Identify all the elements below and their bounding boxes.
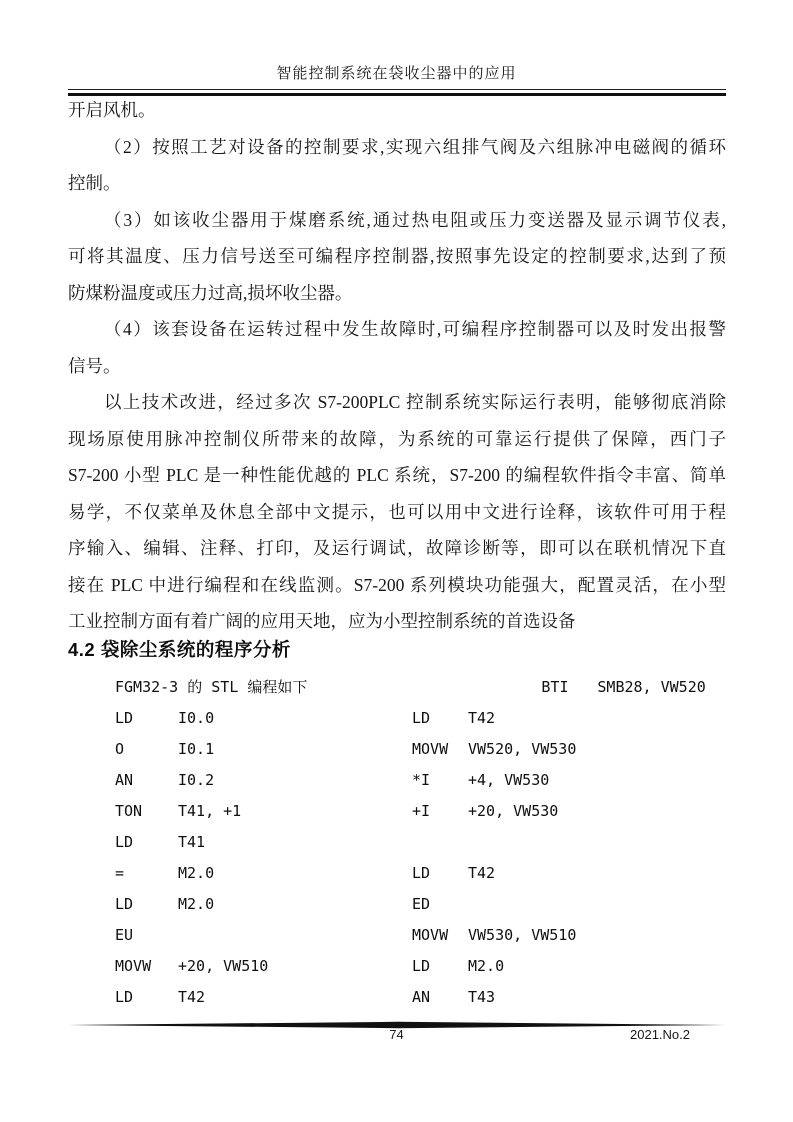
code-row: [115, 858, 726, 889]
code-row: [115, 672, 726, 703]
body-line: 接在 PLC 中进行编程和在线监测。S7-200 系列模块功能强大，配置灵活，在小型: [68, 574, 726, 595]
code-opcode-left: LD: [115, 833, 134, 851]
body-text: [68, 92, 726, 640]
body-line: （2）按照工艺对设备的控制要求,实现六组排气阀及六组脉冲电磁阀的循环: [104, 136, 726, 157]
code-operand-left: T42: [178, 988, 206, 1006]
body-line: 现场原使用脉冲控制仪所带来的故障，为系统的可靠运行提供了保障，西门子: [68, 428, 726, 449]
body-line: 以上技术改进，经过多次 S7-200PLC 控制系统实际运行表明，能够彻底消除: [104, 392, 726, 412]
page-number: 74: [389, 1027, 404, 1042]
code-row: [115, 827, 726, 858]
code-operand-left: T41, +1: [178, 802, 242, 820]
code-operand-right: T42: [468, 709, 496, 727]
code-operand-left: M2.0: [178, 864, 215, 882]
body-line: 控制。: [68, 173, 121, 193]
code-operand-right: SMB28, VW520: [597, 678, 706, 696]
section-heading: 4.2 袋除尘系统的程序分析: [68, 639, 291, 660]
running-head-title: 智能控制系统在袋收尘器中的应用: [276, 66, 517, 82]
code-opcode-right: LD: [412, 709, 431, 727]
code-opcode-right: MOVW: [412, 926, 449, 944]
code-opcode-right: *I: [412, 771, 431, 789]
code-operand-right: [468, 889, 726, 920]
code-row: [115, 765, 726, 796]
code-operand-right: T42: [468, 864, 496, 882]
code-opcode-left: AN: [115, 771, 134, 789]
code-operand-left: I0.2: [178, 771, 215, 789]
code-opcode-right: BTI: [541, 678, 569, 696]
code-opcode-left: LD: [115, 895, 134, 913]
code-row: [115, 796, 726, 827]
code-operand-left: I0.1: [178, 740, 215, 758]
code-opcode-right: LD: [412, 864, 431, 882]
code-operand-right: M2.0: [468, 957, 505, 975]
code-operand-right: VW520, VW530: [468, 740, 577, 758]
body-line: 工业控制方面有着广阔的应用天地，应为小型控制系统的首选设备: [68, 611, 576, 631]
code-operand-left: I0.0: [178, 709, 215, 727]
code-opcode-right: AN: [412, 988, 431, 1006]
code-row: [115, 734, 726, 765]
code-opcode-left: MOVW: [115, 957, 152, 975]
code-opcode-left: TON: [115, 802, 143, 820]
code-row: [115, 982, 726, 1013]
code-operand-left: M2.0: [178, 895, 215, 913]
body-line: 信号。: [68, 355, 121, 376]
code-opcode-left: =: [115, 864, 125, 882]
code-operand-left: [178, 920, 412, 951]
code-row: [115, 951, 726, 982]
body-line: 可将其温度、压力信号送至可编程序控制器,按照事先设定的控制要求,达到了预: [68, 246, 726, 266]
code-operand-left: [307, 672, 541, 703]
body-line: 开启风机。: [68, 100, 156, 120]
code-opcode-right: ED: [412, 895, 431, 913]
code-operand-right: T43: [468, 988, 496, 1006]
stl-code-listing: [115, 672, 726, 1013]
code-opcode-left: LD: [115, 709, 134, 727]
code-opcode-right: MOVW: [412, 740, 449, 758]
code-row: [115, 889, 726, 920]
body-line: （4）该套设备在运转过程中发生故障时,可编程序控制器可以及时发出报警: [104, 319, 726, 339]
code-operand-right: +4, VW530: [468, 771, 550, 789]
code-opcode-right: +I: [412, 802, 431, 820]
code-opcode-left: LD: [115, 988, 134, 1006]
code-opcode-left: EU: [115, 926, 134, 944]
code-opcode-right: [412, 827, 468, 858]
code-opcode-left: O: [115, 740, 125, 758]
body-line: 序输入、编辑、注释、打印，及运行调试，故障诊断等，即可以在联机情况下直: [68, 538, 726, 558]
body-line: （3）如该收尘器用于煤磨系统,通过热电阻或压力变送器及显示调节仪表,: [104, 209, 726, 230]
code-operand-right: VW530, VW510: [468, 926, 577, 944]
code-opcode-left: FGM32-3 的 STL 编程如下: [115, 678, 308, 696]
code-operand-left: +20, VW510: [178, 957, 269, 975]
code-operand-left: T41: [178, 833, 206, 851]
body-line: S7-200 小型 PLC 是一种性能优越的 PLC 系统，S7-200 的编程软件指令丰富、简单: [68, 465, 726, 485]
code-row: [115, 703, 726, 734]
issue-label: 2021.No.2: [630, 1027, 690, 1042]
code-operand-right: +20, VW530: [468, 802, 559, 820]
body-line: 防煤粉温度或压力过高,损坏收尘器。: [68, 282, 353, 303]
code-operand-right: [468, 827, 726, 858]
header-rule-thin: [68, 89, 726, 90]
body-line: 易学，不仅菜单及休息全部中文提示，也可以用中文进行诠释，该软件可用于程: [68, 501, 726, 522]
code-opcode-right: LD: [412, 957, 431, 975]
code-row: [115, 920, 726, 951]
